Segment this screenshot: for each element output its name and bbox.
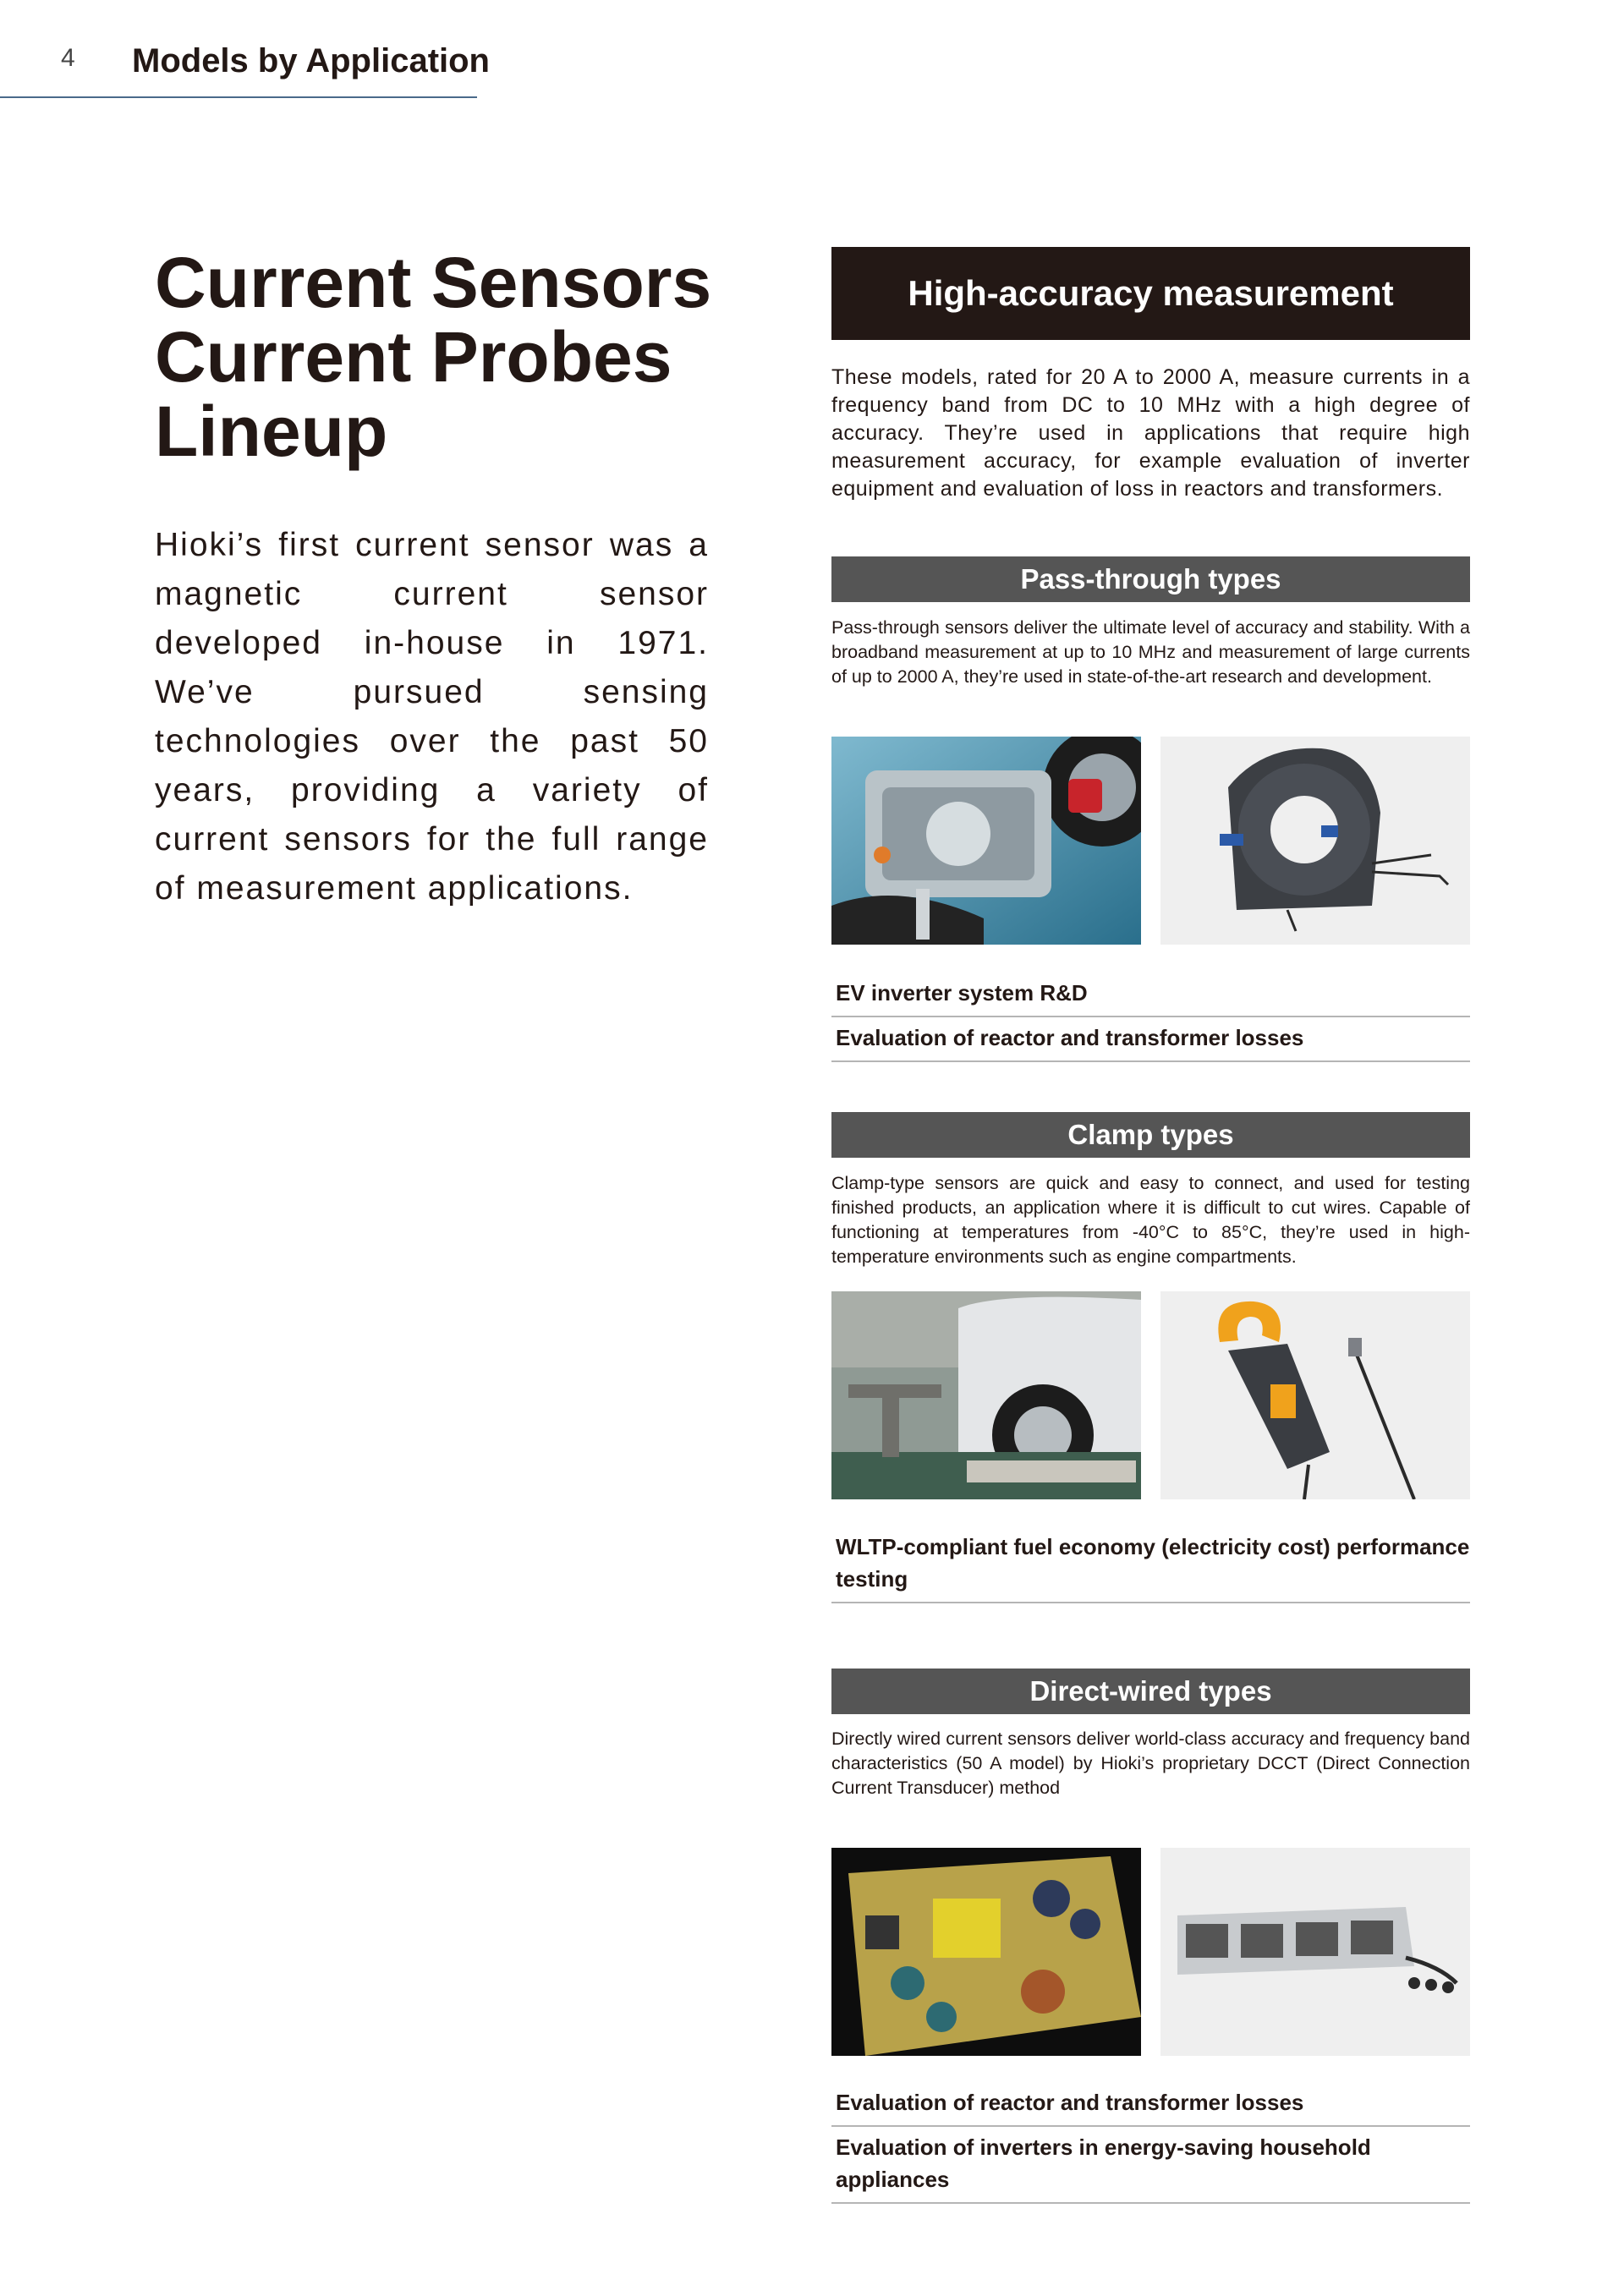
pass-through-banner: Pass-through types <box>831 556 1470 602</box>
direct-wired-banner: Direct-wired types <box>831 1669 1470 1714</box>
clamp-banner: Clamp types <box>831 1112 1470 1158</box>
main-title <box>155 245 764 469</box>
application-item: EV inverter system R&D <box>831 977 1470 1017</box>
main-title-line-2: Current Probes <box>155 317 672 397</box>
application-item: Evaluation of reactor and transformer losses <box>831 2086 1470 2127</box>
clamp-text: Clamp-type sensors are quick and easy to connect, and used for testing finished products, an application where it is difficult to cut wires. Capable of functioning at temperatures from -40°C to 85°C, they’re used in high-temperature environments such as engine compartments. <box>831 1173 1470 1267</box>
header-rule <box>0 96 477 98</box>
clamp-sensor-photo <box>1160 1291 1470 1499</box>
car-dynamometer-photo <box>831 1291 1141 1499</box>
hero-text: These models, rated for 20 A to 2000 A, measure currents in a frequency band from DC to 10 MHz with a high degree of accuracy. They’re used in applications that require high measurement accuracy, for example evaluation of inverter equipment and evaluation of loss in reactors and transformers. <box>831 365 1470 501</box>
direct-wired-unit-photo <box>1160 1848 1470 2056</box>
hero-banner: High-accuracy measurement <box>831 247 1470 340</box>
pass-through-sensor-photo <box>1160 737 1470 945</box>
page-number: 4 <box>61 44 75 72</box>
main-title-line-1: Current Sensors <box>155 243 712 322</box>
ev-inverter-photo <box>831 737 1141 945</box>
application-item: Evaluation of reactor and transformer losses <box>831 1022 1470 1062</box>
circuit-board-photo <box>831 1848 1141 2056</box>
pass-through-text: Pass-through sensors deliver the ultimate level of accuracy and stability. With a broadband measurement at up to 10 MHz and measurement of large currents of up to 2000 A, they’re used in state-of-the-art research and development. <box>831 617 1470 687</box>
application-item: WLTP-compliant fuel economy (electricity cost) performance testing <box>831 1531 1470 1603</box>
section-title: Models by Application <box>132 42 490 79</box>
direct-wired-text: Directly wired current sensors deliver world-class accuracy and frequency band characteristics (50 A model) by Hioki’s proprietary DCCT (Direct Connection Current Transducer) method <box>831 1729 1470 1798</box>
main-title-line-3: Lineup <box>155 392 388 471</box>
application-item: Evaluation of inverters in energy-saving household appliances <box>831 2131 1470 2204</box>
intro-paragraph: Hioki’s first current sensor was a magnetic current sensor developed in-house in 1971. We’ve pursued sensing technologies over the past 50 years, providing a variety of current sensors for the full range of measurement applications. <box>155 527 709 907</box>
